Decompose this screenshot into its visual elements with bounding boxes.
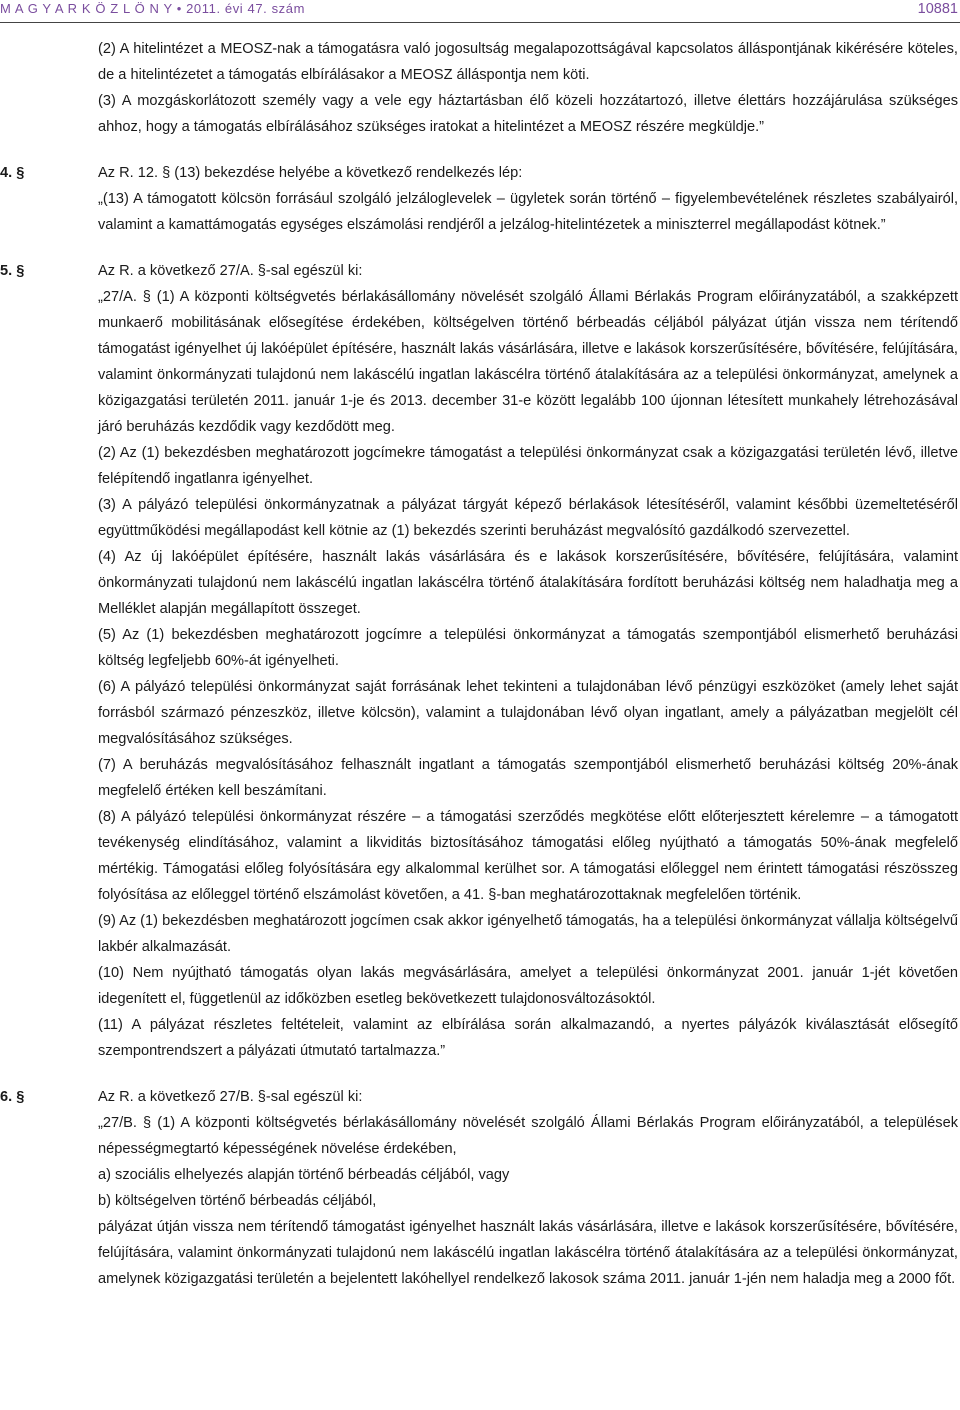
page-number: 10881 — [917, 1, 958, 17]
paragraph: (10) Nem nyújtható támogatás olyan lakás megvásárlására, amelyet a települési önkormányzat 2001. január 1-jét követően idegenített el, függetlenül az időközben esetleg bekövetkezett tulajdonosváltozásoktól. — [98, 965, 958, 1007]
paragraph: (6) A pályázó települési önkormányzat saját forrásának lehet tekinteni a tulajdonában lévő pénzügyi eszközöket (amely lehet saját forrásból származó pénzeszköz, illetve kölcsön), valamint a tulajdonában lévő olyan ingatlant, amely a pályázatban megjelölt cél megvalósításához szükséges. — [98, 679, 958, 747]
intro-block — [0, 36, 960, 140]
paragraph: (9) Az (1) bekezdésben meghatározott jogcímen csak akkor igényelhető támogatás, ha a települési önkormányzat vállalja költségelvű lakbér alkalmazását. — [98, 913, 958, 955]
paragraph: (5) Az (1) bekezdésben meghatározott jogcímre a települési önkormányzat a támogatás szempontjából elismerhető beruházási költség legfeljebb 60%-át igényelheti. — [98, 627, 958, 669]
section-heading: Az R. a következő 27/B. §-sal egészül ki: — [98, 1089, 363, 1105]
paragraph: (8) A pályázó települési önkormányzat részére – a támogatási szerződés megkötése előtt előterjesztett kérelemre – a támogatott tevékenység elindításához, valamint a likviditás biztosításához támogatási előleg nyújtható a támogatás 50%-ának megfelelő mértékig. Támogatási előleg folyósítására egy alkalommal kerülhet sor. A támogatási előleggel nem érintett támogatási részösszeg folyósítása az előleggel történő elszámolást követően, a 41. §-ban meghatározottaknak megfelelően történik. — [98, 809, 958, 903]
paragraph: „27/A. § (1) A központi költségvetés bérlakásállomány növelését szolgáló Állami Bérlakás Program előirányzatából, a szakképzett munkaerő mobilitásának elősegítése érdekében, költségelven történő bérbeadás céljából pályázat útján vissza nem térítendő támogatást igényelhet új lakóépület építésére, használt lakás vásárlására, illetve e lakások korszerűsítésére, bővítésére, felújítására, valamint önkormányzati tulajdonú nem lakáscélú ingatlan lakáscélra történő átalakítására az a települési önkormányzat, amelynek a közigazgatási területén 2011. január 1-je és 2013. december 31-e között legalább 100 újonnan létesített munkahely létrehozásával járó beruházás kezdődik vagy kezdődött meg. — [98, 289, 958, 435]
section-heading: Az R. 12. § (13) bekezdése helyébe a következő rendelkezés lép: — [98, 165, 523, 181]
document-body — [0, 36, 960, 1292]
section-6 — [0, 1084, 960, 1292]
section-number: 6. § — [0, 1089, 25, 1105]
paragraph: (2) A hitelintézet a MEOSZ-nak a támogatásra való jogosultság megalapozottságával kapcsolatos álláspontjának kikérésére köteles, de a hitelintézetet a támogatás elbírálásakor a MEOSZ álláspontja nem köti. — [98, 41, 958, 83]
publication-title: M A G Y A R K Ö Z L Ö N Y • 2011. évi 47. szám — [0, 1, 306, 16]
paragraph: (4) Az új lakóépület építésére, használt lakás vásárlására és e lakások korszerűsítésére, bővítésére, felújítására, valamint önkormányzati tulajdonú nem lakáscélú ingatlan lakáscélra történő átalakítására fordított beruházási költség nem haladhatja meg a Melléklet alapján megállapított összeget. — [98, 549, 958, 617]
list-item: a) szociális elhelyezés alapján történő bérbeadás céljából, vagy — [98, 1167, 510, 1183]
paragraph: (2) Az (1) bekezdésben meghatározott jogcímekre támogatást a települési önkormányzat csak a közigazgatási területén lévő, illetve felépítendő ingatlanra igényelhet. — [98, 445, 958, 487]
list-item: b) költségelven történő bérbeadás céljából, — [98, 1193, 377, 1209]
paragraph: (11) A pályázat részletes feltételeit, valamint az elbírálása során alkalmazandó, a nyertes pályázók kiválasztását elősegítő szempontrendszert a pályázati útmutató tartalmazza.” — [98, 1017, 958, 1059]
paragraph: (3) A pályázó települési önkormányzatnak a pályázat tárgyát képező bérlakások létesítéséről, valamint későbbi üzemeltetéséről együttműködési megállapodást kell kötnie az (1) bekezdés szerinti beruházást megvalósító gazdálkodó szervezettel. — [98, 497, 958, 539]
paragraph: „(13) A támogatott kölcsön forrásául szolgáló jelzáloglevelek – ügyletek során történő – figyelembevételének részletes szabályairól, valamint a kamattámogatás egységes elszámolási rendjéről a jelzálog-hitelintézetek a miniszterrel megállapodást kötnek.” — [98, 191, 958, 233]
page-header — [0, 0, 960, 23]
section-5 — [0, 258, 960, 1064]
section-heading: Az R. a következő 27/A. §-sal egészül ki: — [98, 263, 363, 279]
section-4 — [0, 160, 960, 238]
paragraph: „27/B. § (1) A központi költségvetés bérlakásállomány növelését szolgáló Állami Bérlakás Program előirányzatából, a települések népességmegtartó képességének növelése érdekében, — [98, 1115, 958, 1157]
section-number: 5. § — [0, 263, 25, 279]
paragraph: (7) A beruházás megvalósításához felhasznált ingatlant a támogatás szempontjából elismerhető beruházási költség 20%-ának megfelelő értéken kell beszámítani. — [98, 757, 958, 799]
section-number: 4. § — [0, 165, 25, 181]
paragraph: pályázat útján vissza nem térítendő támogatást igényelhet használt lakás vásárlására, illetve e lakások korszerűsítésére, bővítésére, felújítására, valamint önkormányzati tulajdonú nem lakáscélú ingatlan lakáscélra történő átalakítására az a települési önkormányzat, amelynek közigazgatási területén a bejelentett lakóhellyel rendelkező lakosok száma 2011. január 1-jén nem haladja meg a 2000 főt. — [98, 1219, 958, 1287]
paragraph: (3) A mozgáskorlátozott személy vagy a vele egy háztartásban élő közeli hozzátartozó, illetve élettárs hozzájárulása szükséges ahhoz, hogy a támogatás elbírálásához szükséges iratokat a hitelintézet a MEOSZ részére megküldje.” — [98, 93, 958, 135]
